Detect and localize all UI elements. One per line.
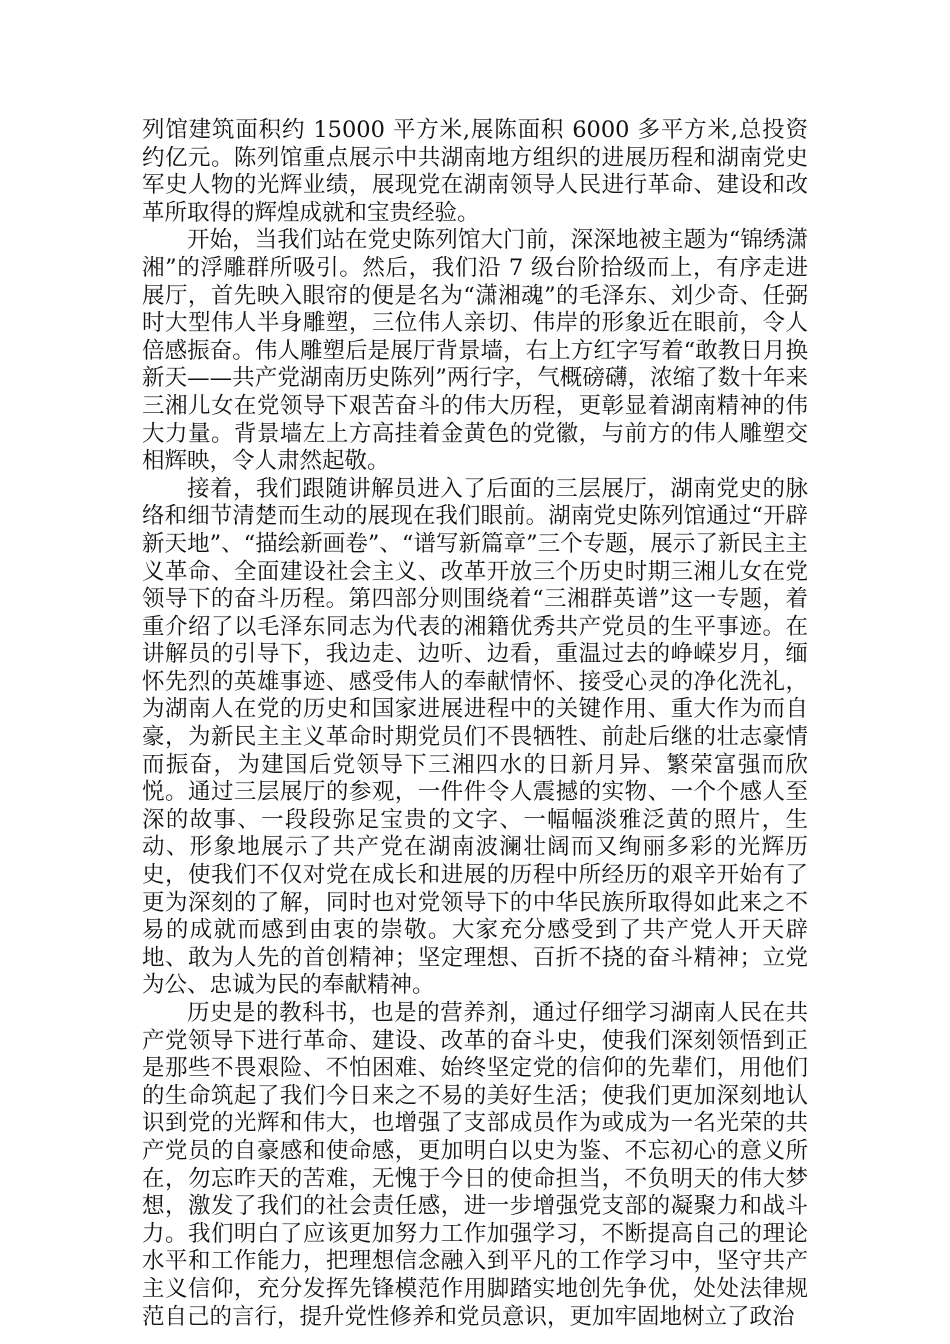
paragraph-4: 历史是的教科书，也是的营养剂，通过仔细学习湖南人民在共产党领导下进行革命、建设、改革的奋斗史，使我们深刻领悟到正是那些不畏艰险、不怕困难、始终坚定党的信仰的先辈们，用他们的生命筑起了我们今日来之不易的美好生活；使我们更加深刻地认识到党的光辉和伟大，也增强了支部成员作为或成为一名光荣的共产党员的自豪感和使命感，更加明白以史为鉴、不忘初心的意义所在，勿忘昨天的苦难，无愧于今日的使命担当，不负明天的伟大梦想，激发了我们的社会责任感，进一步增强党支部的凝聚力和战斗力。我们明白了应该更加努力工作加强学习，不断提高自己的理论水平和工作能力，把理想信念融入到平凡的工作学习中，坚守共产主义信仰，充分发挥先锋模范作用脚踏实地创先争优，处处法律规范自己的言行，提升党性修养和党员意识，更加牢固地树立了政治 — [142, 1000, 808, 1330]
paragraph-1: 列馆建筑面积约 15000 平方米,展陈面积 6000 多平方米,总投资约亿元。陈列馆重点展示中共湖南地方组织的进展历程和湖南党史军史人物的光辉业绩，展现党在湖南领导人民进行革命、建设和改革所取得的辉煌成就和宝贵经验。 — [142, 117, 808, 226]
paragraph-2: 开始，当我们站在党史陈列馆大门前，深深地被主题为“锦绣潇湘”的浮雕群所吸引。然后，我们沿 7 级台阶拾级而上，有序走进展厅，首先映入眼帘的便是名为“潇湘魂”的毛泽东、刘少奇、任弼时大型伟人半身雕塑，三位伟人亲切、伟岸的形象近在眼前，令人倍感振奋。伟人雕塑后是展厅背景墙，右上方红字写着“敢教日月换新天——共产党湖南历史陈列”两行字，气概磅礴，浓缩了数十年来三湘儿女在党领导下艰苦奋斗的伟大历程，更彰显着湖南精神的伟大力量。背景墙左上方高挂着金黄色的党徽，与前方的伟人雕塑交相辉映，令人肃然起敬。 — [142, 227, 808, 475]
document-body — [142, 117, 808, 1331]
paragraph-3: 接着，我们跟随讲解员进入了后面的三层展厅，湖南党史的脉络和细节清楚而生动的展现在我们眼前。湖南党史陈列馆通过“开辟新天地”、“描绘新画卷”、“谱写新篇章”三个专题，展示了新民主主义革命、全面建设社会主义、改革开放三个历史时期三湘儿女在党领导下的奋斗历程。第四部分则围绕着“三湘群英谱”这一专题，着重介绍了以毛泽东同志为代表的湘籍优秀共产党员的生平事迹。在讲解员的引导下，我边走、边听、边看，重温过去的峥嵘岁月，缅怀先烈的英雄事迹、感受伟人的奉献情怀、接受心灵的净化洗礼，为湖南人在党的历史和国家进展进程中的关键作用、重大作为而自豪，为新民主主义革命时期党员们不畏牺牲、前赴后继的壮志豪情而振奋，为建国后党领导下三湘四水的日新月异、繁荣富强而欣悦。通过三层展厅的参观，一件件令人震撼的实物、一个个感人至深的故事、一段段弥足宝贵的文字、一幅幅淡雅泛黄的照片，生动、形象地展示了共产党在湖南波澜壮阔而又绚丽多彩的光辉历史，使我们不仅对党在成长和进展的历程中所经历的艰辛开始有了更为深刻的了解，同时也对党领导下的中华民族所取得如此来之不易的成就而感到由衷的崇敬。大家充分感受到了共产党人开天辟地、敢为人先的首创精神；坚定理想、百折不挠的奋斗精神；立党为公、忠诚为民的奉献精神。 — [142, 475, 808, 999]
